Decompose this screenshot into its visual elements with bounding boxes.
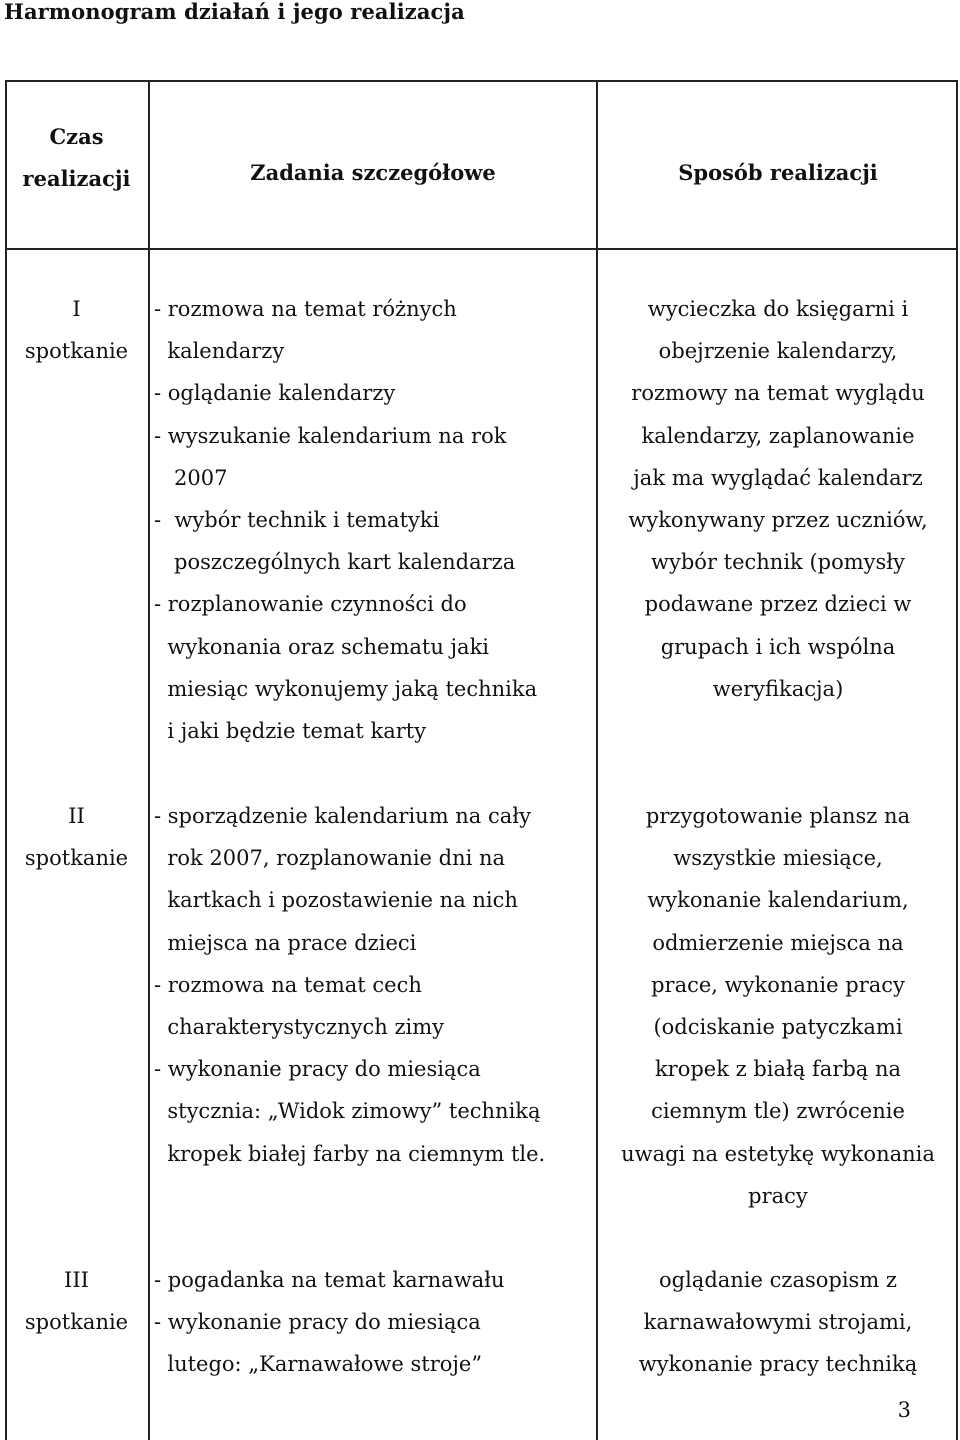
row-2-task-line: miejsca na prace dzieci bbox=[154, 930, 417, 955]
header-time bbox=[5, 116, 148, 200]
row-2-time bbox=[5, 795, 148, 879]
row-1-time-line2: spotkanie bbox=[24, 339, 129, 364]
page-heading: Harmonogram działań i jego realizacja bbox=[4, 0, 465, 24]
row-3-task-line: lutego: „Karnawałowe stroje” bbox=[154, 1352, 483, 1377]
row-2-time-line1: II bbox=[68, 804, 85, 828]
row-1-task-line: - wyszukanie kalendarium na rok bbox=[154, 423, 507, 448]
row-1-time-line1: I bbox=[72, 297, 81, 321]
row-2-task-line: stycznia: „Widok zimowy” techniką bbox=[154, 1099, 541, 1124]
page-number: 3 bbox=[897, 1398, 911, 1422]
row-1-method-line: weryfikacja) bbox=[712, 676, 844, 701]
row-2-method-line: kropek z białą farbą na bbox=[654, 1057, 902, 1082]
row-3-time bbox=[5, 1259, 148, 1343]
row-1-task-line: - rozplanowanie czynności do bbox=[154, 592, 467, 617]
row-2-method-line: przygotowanie plansz na bbox=[645, 804, 911, 828]
row-1-method-line: kalendarzy, zaplanowanie bbox=[641, 423, 915, 448]
row-1-method-line: rozmowy na temat wyglądu bbox=[631, 381, 925, 406]
header-method: Sposób realizacji bbox=[678, 160, 878, 185]
header-time-line1: Czas bbox=[49, 124, 104, 149]
row-1-method-line: wycieczka do księgarni i bbox=[647, 297, 909, 321]
row-3-tasks bbox=[154, 1259, 505, 1386]
row-2-method-line: ciemnym tle) zwrócenie bbox=[651, 1099, 905, 1124]
row-2-task-line: rok 2007, rozplanowanie dni na bbox=[154, 846, 506, 871]
row-1-tasks bbox=[154, 288, 537, 752]
column-divider bbox=[596, 80, 598, 1440]
row-3-method-line: oglądanie czasopism z bbox=[659, 1268, 897, 1292]
row-3-method-line: wykonanie pracy techniką bbox=[638, 1352, 918, 1377]
row-1-task-line: - wybór technik i tematyki bbox=[154, 508, 440, 533]
row-2-method-line: prace, wykonanie pracy bbox=[651, 972, 905, 997]
header-divider bbox=[5, 248, 958, 250]
row-1-method bbox=[598, 288, 958, 710]
row-3-task-line: - wykonanie pracy do miesiąca bbox=[154, 1310, 481, 1335]
row-1-method-line: jak ma wyglądać kalendarz bbox=[633, 465, 923, 490]
row-2-task-line: - sporządzenie kalendarium na cały bbox=[154, 804, 531, 828]
row-1-task-line: 2007 bbox=[154, 465, 228, 490]
row-3-task-line: - pogadanka na temat karnawału bbox=[154, 1268, 505, 1292]
row-2-method-line: pracy bbox=[748, 1183, 808, 1208]
row-1-task-line: kalendarzy bbox=[154, 339, 285, 364]
row-1-task-line: i jaki będzie temat karty bbox=[154, 719, 427, 744]
row-1-task-line: wykonania oraz schematu jaki bbox=[154, 634, 490, 659]
row-1-task-line: poszczególnych kart kalendarza bbox=[154, 550, 516, 575]
row-1-time bbox=[5, 288, 148, 372]
row-2-task-line: charakterystycznych zimy bbox=[154, 1015, 445, 1040]
row-1-method-line: wykonywany przez uczniów, bbox=[628, 508, 928, 533]
row-3-time-line1: III bbox=[64, 1268, 89, 1292]
header-time-line2: realizacji bbox=[22, 166, 131, 191]
row-1-method-line: grupach i ich wspólna bbox=[660, 634, 896, 659]
row-2-method-line: wykonanie kalendarium, bbox=[647, 888, 909, 913]
row-1-task-line: miesiąc wykonujemy jaką technika bbox=[154, 676, 538, 701]
row-1-method-line: wybór technik (pomysły bbox=[651, 550, 905, 575]
row-1-method-line: podawane przez dzieci w bbox=[644, 592, 912, 617]
row-3-method bbox=[598, 1259, 958, 1386]
row-2-task-line: - wykonanie pracy do miesiąca bbox=[154, 1057, 481, 1082]
row-1-task-line: - rozmowa na temat różnych bbox=[154, 297, 457, 321]
row-2-method bbox=[598, 795, 958, 1217]
header-tasks: Zadania szczegółowe bbox=[250, 160, 496, 185]
row-2-task-line: kropek białej farby na ciemnym tle. bbox=[154, 1141, 546, 1166]
row-3-method-line: karnawałowymi strojami, bbox=[643, 1310, 913, 1335]
row-2-method-line: uwagi na estetykę wykonania bbox=[621, 1141, 935, 1166]
row-2-task-line: kartkach i pozostawienie na nich bbox=[154, 888, 518, 913]
row-2-time-line2: spotkanie bbox=[24, 846, 129, 871]
row-1-method-line: obejrzenie kalendarzy, bbox=[658, 339, 898, 364]
row-2-method-line: (odciskanie patyczkami bbox=[653, 1015, 903, 1040]
row-2-tasks bbox=[154, 795, 545, 1175]
row-2-method-line: wszystkie miesiące, bbox=[673, 846, 883, 871]
column-divider bbox=[148, 80, 150, 1440]
row-1-task-line: - oglądanie kalendarzy bbox=[154, 381, 396, 406]
row-2-method-line: odmierzenie miejsca na bbox=[652, 930, 904, 955]
row-2-task-line: - rozmowa na temat cech bbox=[154, 972, 422, 997]
row-3-time-line2: spotkanie bbox=[24, 1310, 129, 1335]
